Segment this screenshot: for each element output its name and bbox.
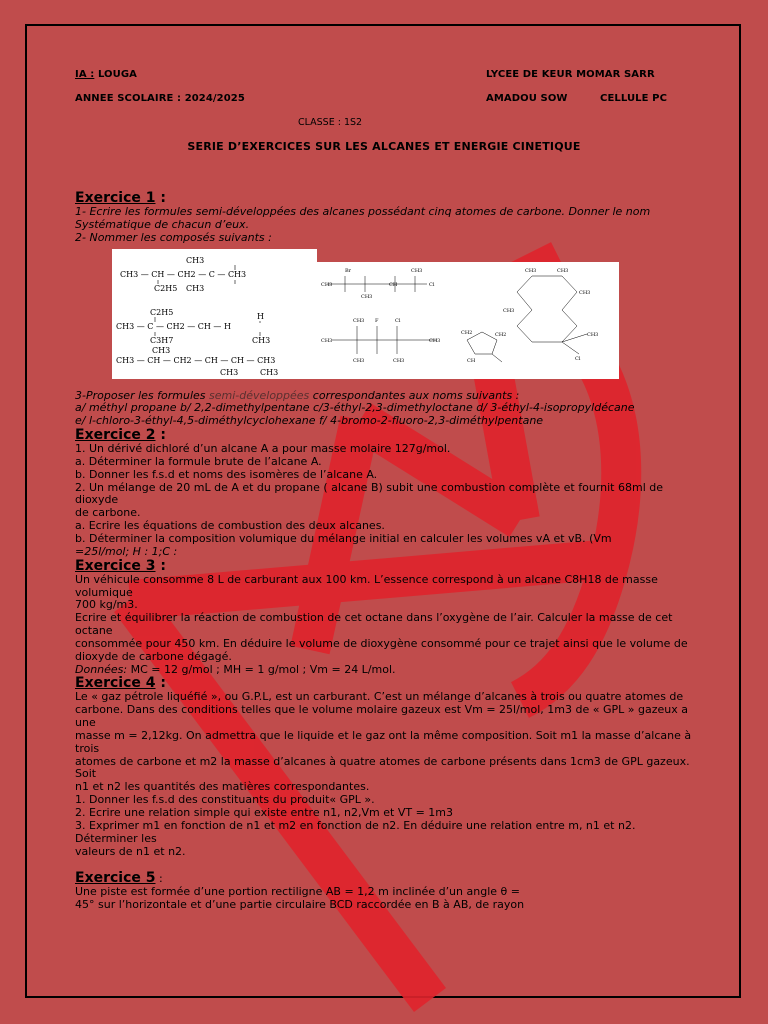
teacher-name: AMADOU SOW: [486, 93, 568, 104]
r-ch-2: CH: [467, 357, 476, 364]
school-name: LYCEE DE KEUR MOMAR SARR: [486, 69, 655, 80]
ex3-line: Un véhicule consomme 8 L de carburant aux 100 km. L’essence correspond à un alcane C8H18 de masse volumique: [75, 572, 658, 599]
r-ch3-3: CH3: [411, 267, 423, 274]
r-ch3-7: CH3: [353, 357, 365, 364]
s2-c2h5: C2H5: [150, 307, 174, 317]
ex3-line: 700 kg/m3.: [75, 598, 138, 612]
ex4-line: 2. Ecrire une relation simple qui existe entre n1, n2,Vm et VT = 1m3: [75, 806, 454, 819]
ex3-data: Données: MC = 12 g/mol ; MH = 1 g/mol ; Vm = 24 L/mol.: [75, 662, 396, 676]
ex2-line: 1. Un dérivé dichloré d’un alcane A a pour masse molaire 127g/mol.: [75, 442, 451, 456]
r-ch3-11: CH3: [579, 289, 591, 296]
r-ch2-1: CH2: [461, 329, 473, 336]
structure-image-right: [317, 262, 619, 379]
s1-main-chain: CH3 — CH — CH2 — C — CH3: [120, 269, 247, 279]
r-ch3-12: CH3: [503, 307, 515, 314]
r-ch3-10: CH3: [557, 267, 569, 274]
r-ch3-4: CH3: [353, 317, 365, 324]
document-body: [75, 191, 693, 912]
s1-bottom-ch3: CH3: [186, 283, 205, 293]
ex1-question-2: 2- Nommer les composés suivants :: [75, 230, 272, 244]
exercise-2-title: Exercice 2 :: [75, 427, 166, 444]
ex2-line: b. Déterminer la composition volumique du mélange initial en calculer les volumes vA et vB. (Vm: [75, 531, 612, 545]
r-ch3-13: CH3: [587, 331, 599, 338]
ex4-line: 1. Donner les f.s.d des constituants du produit« GPL ».: [75, 793, 375, 807]
ex2-line: a. Déterminer la formule brute de l’alcane A.: [75, 454, 322, 468]
s3-ch3-c: CH3: [260, 367, 279, 377]
ex1-question-1: 1- Ecrire les formules semi-développées des alcanes possédant cinq atomes de carbone. Donner le nom Systématique de chacun d’eux.: [75, 205, 651, 231]
exercise-1-title: Exercice 1 :: [75, 190, 166, 206]
molecule-structures: [112, 249, 622, 383]
cell-name: CELLULE PC: [600, 93, 668, 104]
ex4-line: n1 et n2 les quantités des matières correspondantes.: [75, 780, 370, 794]
ex1-names-line-2: e/ l-chloro-3-éthyl-4,5-diméthylcyclohexane f/ 4-bromo-2-fluoro-2,3-diméthylpentane: [75, 414, 544, 428]
ex4-line: masse m = 2,12kg. On admettra que le liquide et le gaz ont la même composition. Soit m1 la masse d’alcane à trois: [75, 728, 692, 755]
exercise-4-title: Exercice 4 :: [75, 675, 166, 692]
ex4-line: atomes de carbone et m2 la masse d’alcanes à quatre atomes de carbone présents dans 1cm3 de GPL gazeux. Soit: [75, 754, 690, 781]
s3-ch3-b: CH3: [220, 367, 239, 377]
s2-ch3: CH3: [252, 335, 271, 345]
r-ch3-5: CH3: [321, 337, 333, 344]
ex4-line: carbone. Dans des conditions telles que le volume molaire gazeux est Vm = 25l/mol, 1m3 de « GPL » gazeux a une: [75, 703, 688, 730]
ex2-line: b. Donner les f.s.d et noms des isomères de l’alcane A.: [75, 467, 378, 481]
cl-label-1: Cl: [429, 281, 435, 288]
f-label: F: [375, 317, 379, 324]
ex3-line: dioxyde de carbone dégagé.: [75, 649, 232, 663]
exercise-5-title: Exercice 5 :: [75, 870, 163, 887]
ex1-names-line-1: a/ méthyl propane b/ 2,2-dimethylpentane c/3-éthyl-2,3-dimethyloctane d/ 3-éthyl-4-isopropyldécane: [75, 401, 635, 415]
r-ch3-2: CH3: [361, 293, 373, 300]
s1-top-ch3: CH3: [186, 255, 205, 265]
class-label: CLASSE : 1S2: [298, 117, 363, 128]
ex2-line: 2. Un mélange de 20 mL de A et du propane ( alcane B) subit une combustion complète et fournit 68ml de dioxyde: [75, 480, 663, 507]
r-ch3-6: CH3: [429, 337, 441, 344]
ex3-line: Ecrire et équilibrer la réaction de combustion de cet octane dans l’oxygène de l’air. Calculer la masse de cet octane: [75, 611, 673, 638]
cl-label-3: Cl: [575, 355, 581, 362]
ex4-line: 3. Exprimer m1 en fonction de n1 et m2 en fonction de n2. En déduire une relation entre m, n1 et n2. Déterminer les: [75, 818, 636, 845]
ex2-line: =25l/mol; H : 1;C :: [75, 544, 178, 558]
school-year: ANNEE SCOLAIRE : 2024/2025: [75, 93, 245, 104]
ex5-line: 45° sur l’horizontale et d’une partie circulaire BCD raccordée en B à AB, de rayon: [75, 898, 525, 912]
exercise-3-title: Exercice 3 :: [75, 557, 166, 574]
cl-label-2: Cl: [395, 317, 401, 324]
r-ch3-9: CH3: [525, 267, 537, 274]
br-label: Br: [345, 267, 352, 274]
ex4-line: Le « gaz pétrole liquéfié », ou G.P.L, est un carburant. C’est un mélange d’alcanes à trois ou quatre atomes de: [75, 690, 684, 704]
ex5-line: Une piste est formée d’une portion rectiligne AB = 1,2 m inclinée d’un angle θ =: [75, 885, 520, 899]
r-ch3-8: CH3: [393, 357, 405, 364]
s2-main-chain: CH3 — C — CH2 — CH — H: [116, 321, 231, 331]
ex2-line: de carbone.: [75, 506, 141, 520]
ia-line: IA : LOUGA: [75, 69, 138, 80]
r-ch3-1: CH3: [321, 281, 333, 288]
s3-top-ch3: CH3: [152, 345, 171, 355]
ex3-line: consommée pour 450 km. En déduire le volume de dioxygène consommé pour ce trajet ainsi que le volume de: [75, 636, 688, 650]
s3-main-chain: CH3 — CH — CH2 — CH — CH — CH3: [116, 355, 276, 365]
s1-c2h5: C2H5: [154, 283, 178, 293]
r-ch-1: CH: [389, 281, 398, 288]
s2-h: H: [257, 311, 264, 321]
s2-c3h7: C3H7: [150, 335, 174, 345]
ex1-question-3: 3-Proposer les formules semi-développées correspondantes aux noms suivants :: [75, 388, 520, 402]
r-ch2-2: CH2: [495, 331, 507, 338]
structure-image-left: [112, 249, 317, 379]
document-title: SERIE D’EXERCICES SUR LES ALCANES ET ENERGIE CINETIQUE: [187, 140, 581, 153]
ex4-line: valeurs de n1 et n2.: [75, 844, 186, 858]
ex2-line: a. Ecrire les équations de combustion des deux alcanes.: [75, 519, 385, 533]
